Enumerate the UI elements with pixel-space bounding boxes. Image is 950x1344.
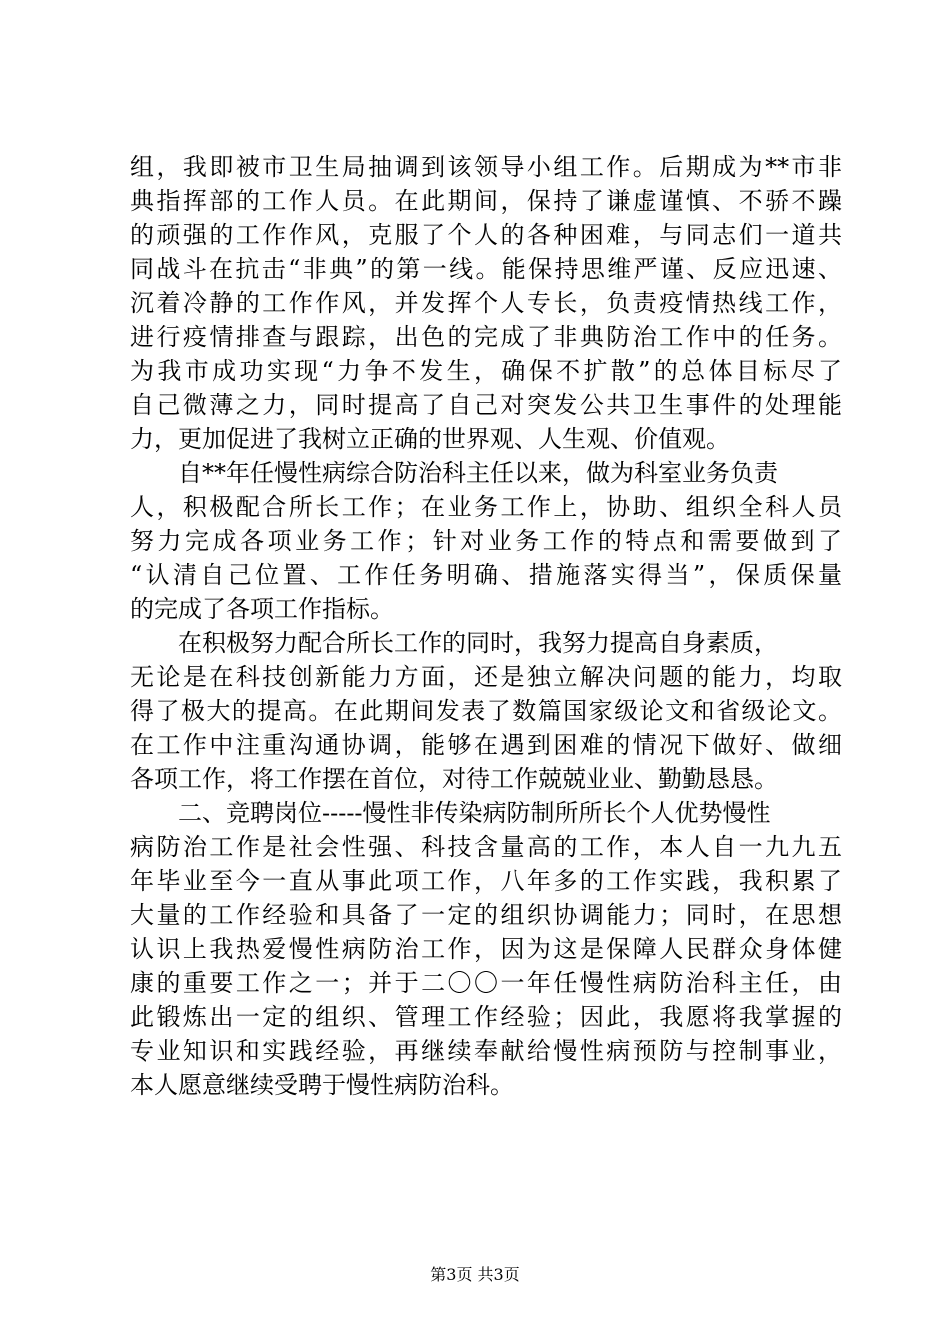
paragraph-start-line: 二、竞聘岗位-----慢性非传染病防制所所长个人优势慢性 — [178, 799, 771, 827]
paragraph-start-line: 在积极努力配合所长工作的同时，我努力提高自身素质， — [178, 629, 778, 657]
text-line: 病防治工作是社会性强、科技含量高的工作，本人自一九九五 — [130, 833, 842, 861]
text-line: 同战斗在抗击“非典”的第一线。能保持思维严谨、反应迅速、 — [130, 255, 842, 283]
text-line: 组，我即被市卫生局抽调到该领导小组工作。后期成为**市非 — [130, 153, 842, 181]
text-line: 大量的工作经验和具备了一定的组织协调能力；同时，在思想 — [130, 901, 842, 929]
text-line: 认识上我热爱慢性病防治工作，因为这是保障人民群众身体健 — [130, 935, 842, 963]
text-line: 的完成了各项工作指标。 — [130, 595, 394, 623]
text-line: 力，更加促进了我树立正确的世界观、人生观、价值观。 — [130, 425, 730, 453]
text-line: 康的重要工作之一；并于二〇〇一年任慢性病防治科主任，由 — [130, 969, 842, 997]
text-line: 年毕业至今一直从事此项工作，八年多的工作实践，我积累了 — [130, 867, 842, 895]
text-line: 自己微薄之力，同时提高了自己对突发公共卫生事件的处理能 — [130, 391, 842, 419]
text-line: 专业知识和实践经验，再继续奉献给慢性病预防与控制事业， — [130, 1037, 842, 1065]
text-line: 的顽强的工作作风，克服了个人的各种困难，与同志们一道共 — [130, 221, 842, 249]
text-line: 本人愿意继续受聘于慢性病防治科。 — [130, 1071, 514, 1099]
text-line: 努力完成各项业务工作；针对业务工作的特点和需要做到了 — [130, 527, 842, 555]
text-line: 各项工作，将工作摆在首位，对待工作兢兢业业、勤勤恳恳。 — [130, 765, 778, 793]
text-line: 在工作中注重沟通协调，能够在遇到困难的情况下做好、做细 — [130, 731, 842, 759]
text-line: 为我市成功实现“力争不发生，确保不扩散”的总体目标尽了 — [130, 357, 842, 385]
paragraph-start-line: 自**年任慢性病综合防治科主任以来，做为科室业务负责 — [178, 459, 778, 487]
text-line: 典指挥部的工作人员。在此期间，保持了谦虚谨慎、不骄不躁 — [130, 187, 842, 215]
page-footer: 第3页 共3页 — [430, 1265, 520, 1284]
text-line: 沉着冷静的工作作风，并发挥个人专长，负责疫情热线工作， — [130, 289, 842, 317]
document-body — [130, 150, 842, 1102]
text-line: “认清自己位置、工作任务明确、措施落实得当”，保质保量 — [130, 561, 842, 589]
text-line: 无论是在科技创新能力方面，还是独立解决问题的能力，均取 — [130, 663, 842, 691]
text-line: 人，积极配合所长工作；在业务工作上，协助、组织全科人员 — [130, 493, 842, 521]
text-line: 此锻炼出一定的组织、管理工作经验；因此，我愿将我掌握的 — [130, 1003, 842, 1031]
text-line: 得了极大的提高。在此期间发表了数篇国家级论文和省级论文。 — [130, 697, 842, 725]
text-line: 进行疫情排查与跟踪，出色的完成了非典防治工作中的任务。 — [130, 323, 842, 351]
